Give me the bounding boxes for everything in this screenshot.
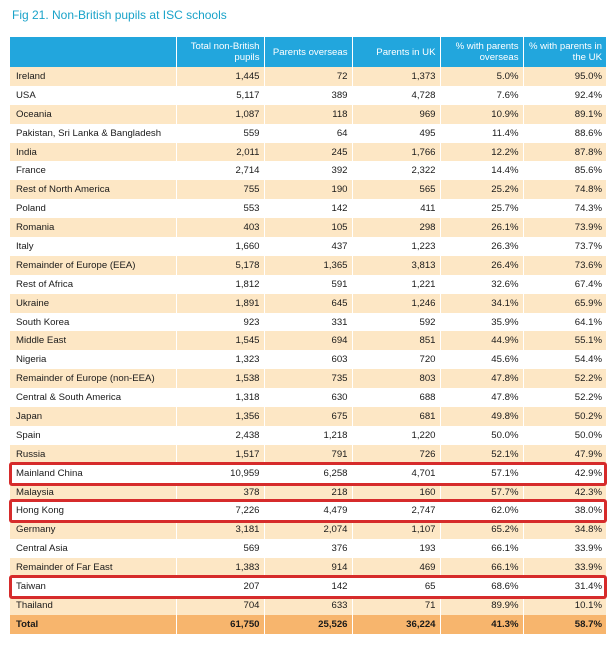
cell-parents-overseas: 190 — [264, 180, 352, 199]
header-total-pupils: Total non-British pupils — [176, 37, 264, 67]
table-row — [10, 161, 606, 180]
cell-parents-overseas: 591 — [264, 275, 352, 294]
cell-parents-overseas: 630 — [264, 388, 352, 407]
table-row — [10, 369, 606, 388]
total-cell-region: Total — [10, 615, 176, 634]
cell-region: Italy — [10, 237, 176, 256]
table-row — [10, 464, 606, 483]
cell-pct-overseas: 57.1% — [440, 464, 523, 483]
cell-total-pupils: 1,517 — [176, 445, 264, 464]
cell-pct-in-uk: 50.2% — [523, 407, 606, 426]
cell-parents-in-uk: 4,701 — [352, 464, 440, 483]
header-region — [10, 37, 176, 67]
cell-total-pupils: 403 — [176, 218, 264, 237]
cell-parents-overseas: 1,365 — [264, 256, 352, 275]
cell-pct-overseas: 49.8% — [440, 407, 523, 426]
cell-parents-in-uk: 2,747 — [352, 501, 440, 520]
cell-total-pupils: 569 — [176, 539, 264, 558]
cell-total-pupils: 553 — [176, 199, 264, 218]
table-row — [10, 577, 606, 596]
cell-region: Romania — [10, 218, 176, 237]
table-row — [10, 124, 606, 143]
total-cell-total-pupils: 61,750 — [176, 615, 264, 634]
cell-region: Remainder of Far East — [10, 558, 176, 577]
cell-pct-in-uk: 38.0% — [523, 501, 606, 520]
cell-pct-in-uk: 64.1% — [523, 313, 606, 332]
cell-parents-in-uk: 1,221 — [352, 275, 440, 294]
cell-pct-in-uk: 92.4% — [523, 86, 606, 105]
cell-region: Hong Kong — [10, 501, 176, 520]
cell-pct-in-uk: 74.8% — [523, 180, 606, 199]
cell-pct-overseas: 26.4% — [440, 256, 523, 275]
cell-total-pupils: 1,891 — [176, 294, 264, 313]
table-body — [10, 67, 606, 634]
cell-pct-in-uk: 31.4% — [523, 577, 606, 596]
figure-title: Fig 21. Non-British pupils at ISC schools — [12, 8, 227, 22]
cell-pct-overseas: 14.4% — [440, 161, 523, 180]
cell-pct-overseas: 35.9% — [440, 313, 523, 332]
cell-total-pupils: 5,178 — [176, 256, 264, 275]
cell-parents-overseas: 142 — [264, 577, 352, 596]
cell-region: France — [10, 161, 176, 180]
cell-parents-in-uk: 681 — [352, 407, 440, 426]
cell-parents-in-uk: 1,223 — [352, 237, 440, 256]
cell-parents-overseas: 645 — [264, 294, 352, 313]
header-pct-in-uk: % with parents in the UK — [523, 37, 606, 67]
table-row — [10, 218, 606, 237]
cell-pct-overseas: 7.6% — [440, 86, 523, 105]
table-row — [10, 313, 606, 332]
cell-pct-in-uk: 67.4% — [523, 275, 606, 294]
table-row — [10, 199, 606, 218]
cell-pct-overseas: 34.1% — [440, 294, 523, 313]
cell-parents-overseas: 331 — [264, 313, 352, 332]
cell-region: Middle East — [10, 331, 176, 350]
cell-region: Ireland — [10, 67, 176, 86]
table-row — [10, 86, 606, 105]
cell-pct-in-uk: 73.9% — [523, 218, 606, 237]
cell-pct-overseas: 50.0% — [440, 426, 523, 445]
cell-pct-in-uk: 73.6% — [523, 256, 606, 275]
cell-total-pupils: 207 — [176, 577, 264, 596]
table-row — [10, 180, 606, 199]
cell-total-pupils: 1,545 — [176, 331, 264, 350]
cell-total-pupils: 3,181 — [176, 520, 264, 539]
cell-pct-in-uk: 42.9% — [523, 464, 606, 483]
cell-parents-overseas: 142 — [264, 199, 352, 218]
cell-total-pupils: 1,383 — [176, 558, 264, 577]
cell-pct-in-uk: 88.6% — [523, 124, 606, 143]
cell-parents-overseas: 72 — [264, 67, 352, 86]
table-row — [10, 105, 606, 124]
cell-parents-in-uk: 688 — [352, 388, 440, 407]
total-cell-parents-in-uk: 36,224 — [352, 615, 440, 634]
cell-pct-in-uk: 47.9% — [523, 445, 606, 464]
total-cell-pct-in-uk: 58.7% — [523, 615, 606, 634]
cell-region: Nigeria — [10, 350, 176, 369]
cell-parents-in-uk: 3,813 — [352, 256, 440, 275]
cell-pct-overseas: 44.9% — [440, 331, 523, 350]
cell-parents-in-uk: 4,728 — [352, 86, 440, 105]
cell-parents-overseas: 791 — [264, 445, 352, 464]
cell-parents-in-uk: 1,107 — [352, 520, 440, 539]
table-row — [10, 539, 606, 558]
cell-pct-overseas: 25.7% — [440, 199, 523, 218]
cell-parents-overseas: 105 — [264, 218, 352, 237]
table-row — [10, 483, 606, 502]
cell-pct-overseas: 65.2% — [440, 520, 523, 539]
cell-pct-in-uk: 42.3% — [523, 483, 606, 502]
cell-region: Central Asia — [10, 539, 176, 558]
table-row — [10, 445, 606, 464]
cell-parents-overseas: 4,479 — [264, 501, 352, 520]
table-row — [10, 237, 606, 256]
cell-parents-overseas: 6,258 — [264, 464, 352, 483]
cell-region: Taiwan — [10, 577, 176, 596]
cell-pct-in-uk: 95.0% — [523, 67, 606, 86]
cell-parents-overseas: 694 — [264, 331, 352, 350]
cell-parents-in-uk: 71 — [352, 596, 440, 615]
cell-pct-overseas: 12.2% — [440, 143, 523, 162]
cell-pct-overseas: 26.1% — [440, 218, 523, 237]
cell-parents-in-uk: 851 — [352, 331, 440, 350]
cell-region: Oceania — [10, 105, 176, 124]
cell-total-pupils: 2,438 — [176, 426, 264, 445]
cell-parents-overseas: 118 — [264, 105, 352, 124]
cell-region: Thailand — [10, 596, 176, 615]
cell-total-pupils: 1,323 — [176, 350, 264, 369]
cell-total-pupils: 755 — [176, 180, 264, 199]
cell-pct-in-uk: 34.8% — [523, 520, 606, 539]
table-row — [10, 426, 606, 445]
cell-pct-overseas: 66.1% — [440, 558, 523, 577]
cell-pct-in-uk: 33.9% — [523, 539, 606, 558]
cell-pct-in-uk: 10.1% — [523, 596, 606, 615]
cell-pct-overseas: 66.1% — [440, 539, 523, 558]
cell-region: USA — [10, 86, 176, 105]
cell-pct-in-uk: 65.9% — [523, 294, 606, 313]
cell-parents-in-uk: 298 — [352, 218, 440, 237]
cell-region: Poland — [10, 199, 176, 218]
cell-parents-in-uk: 1,246 — [352, 294, 440, 313]
cell-pct-overseas: 47.8% — [440, 369, 523, 388]
cell-total-pupils: 1,087 — [176, 105, 264, 124]
cell-parents-overseas: 245 — [264, 143, 352, 162]
header-parents-in-uk: Parents in UK — [352, 37, 440, 67]
cell-parents-in-uk: 969 — [352, 105, 440, 124]
cell-total-pupils: 559 — [176, 124, 264, 143]
cell-parents-overseas: 603 — [264, 350, 352, 369]
cell-pct-overseas: 26.3% — [440, 237, 523, 256]
cell-region: Rest of North America — [10, 180, 176, 199]
cell-parents-in-uk: 2,322 — [352, 161, 440, 180]
cell-total-pupils: 7,226 — [176, 501, 264, 520]
cell-pct-in-uk: 55.1% — [523, 331, 606, 350]
table-header-row — [10, 37, 606, 67]
cell-parents-overseas: 2,074 — [264, 520, 352, 539]
table-row — [10, 331, 606, 350]
cell-parents-in-uk: 1,766 — [352, 143, 440, 162]
header-pct-overseas: % with parents overseas — [440, 37, 523, 67]
cell-parents-overseas: 376 — [264, 539, 352, 558]
cell-total-pupils: 1,318 — [176, 388, 264, 407]
cell-total-pupils: 1,356 — [176, 407, 264, 426]
cell-region: Russia — [10, 445, 176, 464]
cell-parents-in-uk: 1,373 — [352, 67, 440, 86]
cell-parents-overseas: 633 — [264, 596, 352, 615]
cell-pct-overseas: 25.2% — [440, 180, 523, 199]
cell-total-pupils: 704 — [176, 596, 264, 615]
cell-total-pupils: 5,117 — [176, 86, 264, 105]
pupils-table — [10, 37, 606, 634]
cell-pct-in-uk: 33.9% — [523, 558, 606, 577]
cell-region: South Korea — [10, 313, 176, 332]
cell-pct-in-uk: 54.4% — [523, 350, 606, 369]
cell-parents-overseas: 64 — [264, 124, 352, 143]
cell-parents-in-uk: 469 — [352, 558, 440, 577]
cell-pct-overseas: 47.8% — [440, 388, 523, 407]
table-row — [10, 256, 606, 275]
cell-pct-overseas: 62.0% — [440, 501, 523, 520]
cell-region: Remainder of Europe (non-EEA) — [10, 369, 176, 388]
cell-pct-in-uk: 52.2% — [523, 388, 606, 407]
table-row — [10, 520, 606, 539]
cell-total-pupils: 10,959 — [176, 464, 264, 483]
cell-parents-in-uk: 803 — [352, 369, 440, 388]
table-row — [10, 388, 606, 407]
cell-parents-in-uk: 160 — [352, 483, 440, 502]
cell-pct-in-uk: 85.6% — [523, 161, 606, 180]
cell-region: Germany — [10, 520, 176, 539]
cell-parents-overseas: 1,218 — [264, 426, 352, 445]
cell-pct-overseas: 32.6% — [440, 275, 523, 294]
cell-region: Japan — [10, 407, 176, 426]
total-cell-pct-overseas: 41.3% — [440, 615, 523, 634]
table-row — [10, 275, 606, 294]
cell-parents-in-uk: 411 — [352, 199, 440, 218]
table-row — [10, 143, 606, 162]
cell-region: Remainder of Europe (EEA) — [10, 256, 176, 275]
cell-total-pupils: 2,714 — [176, 161, 264, 180]
cell-pct-in-uk: 52.2% — [523, 369, 606, 388]
cell-parents-in-uk: 193 — [352, 539, 440, 558]
cell-total-pupils: 1,445 — [176, 67, 264, 86]
cell-region: Spain — [10, 426, 176, 445]
cell-parents-overseas: 437 — [264, 237, 352, 256]
header-parents-overseas: Parents overseas — [264, 37, 352, 67]
total-cell-parents-overseas: 25,526 — [264, 615, 352, 634]
cell-parents-in-uk: 65 — [352, 577, 440, 596]
table-row — [10, 407, 606, 426]
cell-region: Central & South America — [10, 388, 176, 407]
cell-region: Rest of Africa — [10, 275, 176, 294]
cell-pct-overseas: 11.4% — [440, 124, 523, 143]
table-row — [10, 501, 606, 520]
cell-pct-overseas: 89.9% — [440, 596, 523, 615]
cell-total-pupils: 378 — [176, 483, 264, 502]
cell-pct-overseas: 10.9% — [440, 105, 523, 124]
cell-pct-in-uk: 87.8% — [523, 143, 606, 162]
cell-pct-overseas: 5.0% — [440, 67, 523, 86]
cell-pct-in-uk: 50.0% — [523, 426, 606, 445]
table-container — [10, 37, 606, 634]
cell-parents-in-uk: 495 — [352, 124, 440, 143]
cell-pct-overseas: 45.6% — [440, 350, 523, 369]
cell-total-pupils: 1,660 — [176, 237, 264, 256]
cell-pct-in-uk: 73.7% — [523, 237, 606, 256]
cell-parents-in-uk: 565 — [352, 180, 440, 199]
cell-pct-overseas: 52.1% — [440, 445, 523, 464]
cell-pct-in-uk: 74.3% — [523, 199, 606, 218]
table-row — [10, 67, 606, 86]
table-row — [10, 558, 606, 577]
cell-total-pupils: 1,538 — [176, 369, 264, 388]
cell-parents-overseas: 218 — [264, 483, 352, 502]
table-row — [10, 350, 606, 369]
cell-parents-in-uk: 720 — [352, 350, 440, 369]
cell-total-pupils: 1,812 — [176, 275, 264, 294]
table-row — [10, 596, 606, 615]
cell-pct-overseas: 68.6% — [440, 577, 523, 596]
cell-region: Pakistan, Sri Lanka & Bangladesh — [10, 124, 176, 143]
cell-region: Malaysia — [10, 483, 176, 502]
table-row — [10, 294, 606, 313]
cell-total-pupils: 2,011 — [176, 143, 264, 162]
cell-region: India — [10, 143, 176, 162]
cell-region: Ukraine — [10, 294, 176, 313]
cell-parents-overseas: 675 — [264, 407, 352, 426]
cell-region: Mainland China — [10, 464, 176, 483]
cell-parents-in-uk: 592 — [352, 313, 440, 332]
cell-parents-in-uk: 726 — [352, 445, 440, 464]
cell-parents-overseas: 392 — [264, 161, 352, 180]
table-total-row — [10, 615, 606, 634]
cell-parents-overseas: 389 — [264, 86, 352, 105]
cell-parents-overseas: 735 — [264, 369, 352, 388]
cell-pct-overseas: 57.7% — [440, 483, 523, 502]
cell-total-pupils: 923 — [176, 313, 264, 332]
cell-parents-in-uk: 1,220 — [352, 426, 440, 445]
cell-pct-in-uk: 89.1% — [523, 105, 606, 124]
cell-parents-overseas: 914 — [264, 558, 352, 577]
